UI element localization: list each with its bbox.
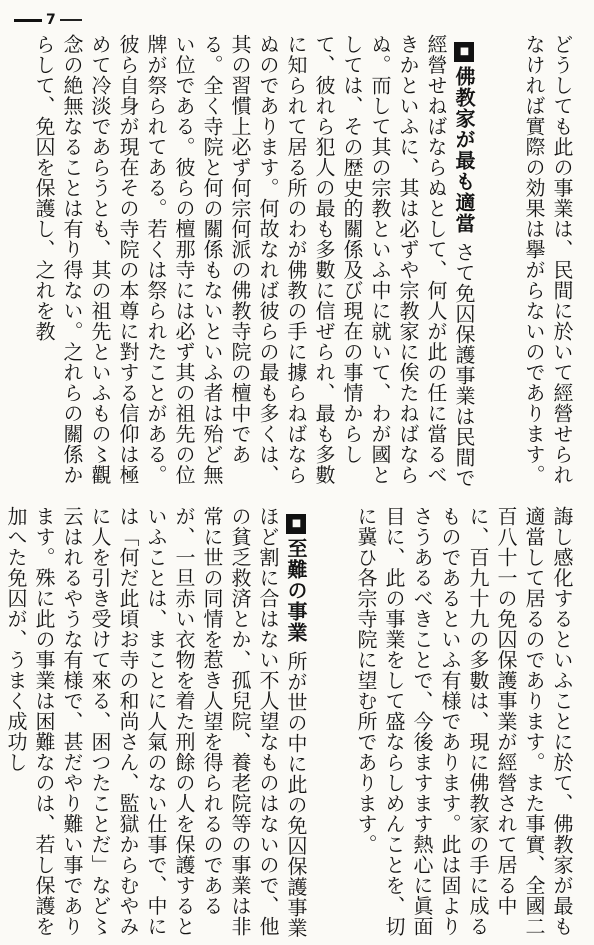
heading-marker-icon: ■ — [454, 42, 474, 62]
page-header — [14, 8, 82, 32]
section-heading-difficult-text: 至難の事業 — [284, 538, 308, 643]
top-paragraph: さて免囚保護事業は民間で經營せねばならぬとして、何人が此の任に當るべきかといふに、其は必ずや宗教家に俟たねばならぬ。而して其の宗教といふ中に就いて、わが國としては、その歴史的關係及び現在の事情からして、彼れら犯人の最も多數に信ぜられ、最も多數に知られて居る所のわが佛教の手に據らねばならぬのであります。何故なれば彼らの最も多くは、其の習慣上必ず何宗何派の佛教寺院の檀中である。全く寺院と何の關係もないといふ者は殆ど無い位である。彼らの檀那寺には必ず其の祖先の位牌が祭られてある。若くは祭られたことがある。彼ら自身が現在その寺院の本尊に對する信仰は極めて冷淡であらうとも、其の祖先といふもの〻觀念の絶無なることは有り得ない。之れらの關係からして、免囚を保護し、之れを教 — [32, 34, 476, 488]
heading-marker-icon: ■ — [286, 514, 306, 534]
section-divider — [16, 497, 578, 498]
page-number: 7 — [46, 12, 56, 28]
top-text-block — [16, 34, 576, 489]
top-intro-text: どうしても此の事業は、民間に於いて經營せられなければ實際の効果は擧がらないのであります。 — [522, 34, 574, 485]
section-heading-buddhist — [450, 42, 478, 234]
section-heading-buddhist-text: 佛教家が最も適當 — [452, 66, 476, 234]
bottom-text-block — [4, 506, 576, 938]
header-rule-left — [14, 19, 42, 22]
bottom-paragraph-1: 誨し感化するといふことに於て、佛教家が最も適當して居るのであります。また事實、全國二百八十一の免囚保護事業が經營されて居る中に、百九十九の多數は、現に佛教家の手に成るものであるといふ有様であります。此は固よりさうあるべきことで、今後ますます熱心に眞面目に、此の事業をして盛ならしめんことを、切に冀ひ各宗寺院に望む所であります。 — [354, 506, 574, 937]
bottom-paragraph-2: 所が世の中に此の免囚保護事業ほど割に合はない不人望なものはないので、他の貧乏救済とか、孤兒院、養老院等の事業は非常に世の同情を惹き人望を得られるのであるが、一旦赤い衣物を着た刑餘の人を保護するといふことは、まことに人氣のない仕事で、中には「何だ此頃お寺の和尚さん、監獄からむやみに人を引き受けて來る、困つたことだ」など〻云はれるやうな有様で、甚だやり難い事であります。殊に此の事業は困難なのは、若し保護を加へた免囚が、うまく成功し — [4, 506, 308, 938]
section-heading-difficult — [282, 514, 310, 643]
header-rule-right — [60, 19, 82, 21]
